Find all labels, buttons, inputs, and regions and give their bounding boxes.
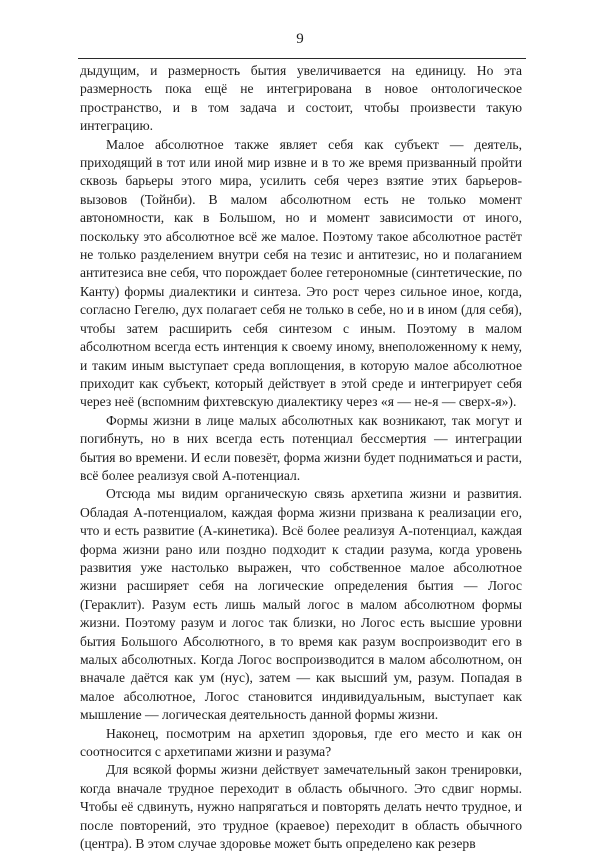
paragraph-6: Для всякой формы жизни действует замечательный закон тренировки, когда вначале трудное переходит в область обычного. Это сдвиг нормы. Чтобы её сдвинуть, нужно напрягаться и повторять делать нечто трудное, и после повторений, это трудное (краевое) переходит в область обычного (центра). В этом случае здоровье может быть определено как резерв: [80, 762, 522, 852]
paragraph-3: Формы жизни в лице малых абсолютных как возникают, так могут и погибнуть, но в них всегда есть потенциал бессмертия — интеграции бытия во времени. И если повезёт, форма жизни будет подниматься и расти, всё более реализуя свой А-потенциал.: [80, 412, 522, 483]
paragraph-5: Наконец, посмотрим на архетип здоровья, где его место и как он соотносится с архетипами жизни и разума?: [80, 725, 522, 760]
page-body: [80, 62, 522, 853]
header-rule: [78, 58, 526, 59]
paragraph-1: дыдущим, и размерность бытия увеличивается на единицу. Но эта размерность пока ещё не интегрирована в новое онтологическое пространство, и в том задача и состоит, чтобы произвести такую интеграцию.: [80, 63, 522, 134]
paragraph-2: Малое абсолютное также являет себя как субъект — деятель, приходящий в тот или иной мир извне и в то же время призванный пройти сквозь барьеры этого мира, усилить себя через взятие этих барьеров-вызовов (Тойнби). В малом абсолютном есть не только момент автономности, как в Большом, но и момент зависимости от иного, поскольку это абсолютное всё же малое. Поэтому такое абсолютное растёт не только разделением внутри себя на тезис и антитезис, но и полаганием антитезиса вне себя, что порождает более гетерономные (синтетические, по Канту) формы диалектики и синтеза. Это рост через сильное иное, когда, согласно Гегелю, дух полагает себя не только в себе, но и в ином (для себя), чтобы затем расширить себя синтезом с иным. Поэтому в малом абсолютном всегда есть интенция к своему иному, внеположенному к нему, и таким иным выступает среда воплощения, в которую малое абсолютное приходит как субъект, который действует в этой среде и интегрирует себя через неё (вспомним фихтевскую диалектику через «я — не-я — сверх-я»).: [80, 136, 522, 410]
page-number: 9: [296, 31, 304, 47]
paragraph-4: Отсюда мы видим органическую связь архетипа жизни и развития. Обладая А-потенциалом, каждая форма жизни призвана к реализации его, что и есть развитие (А-кинетика). Всё более реализуя А-потенциал, каждая форма жизни рано или поздно подходит к стадии разума, когда уровень развития уже настолько выражен, что собственное малое абсолютное жизни расширяет себя на логические определения бытия — Логос (Гераклит). Разум есть лишь малый логос в малом абсолютном формы жизни. Поэтому разум и логос так близки, но Логос есть высшие уровни бытия Большого Абсолютного, в то время как разум воспроизводит его в малых абсолютных. Когда Логос воспроизводится в малом абсолютном, он вначале даётся как ум (нус), затем — как высший ум, разум. Попадая в малое абсолютное, Логос становится индивидуальным, выступает как мышление — логическая деятельность данной формы жизни.: [80, 486, 522, 723]
